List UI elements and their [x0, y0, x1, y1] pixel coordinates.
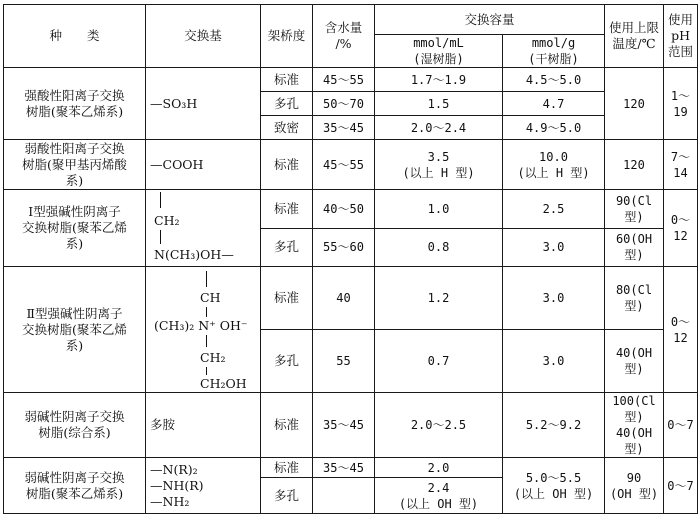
wet-capacity-cell: 2.0 [375, 458, 503, 478]
wet-capacity-cell: 0.8 [375, 228, 503, 267]
temp-cell: 40(OH 型) [605, 330, 664, 393]
header-temp [605, 5, 664, 68]
type-line: 强酸性阳离子交换 [24, 87, 125, 103]
group-line: —NH₂ [150, 493, 190, 509]
header-temp-line2: 温度/℃ [612, 36, 656, 51]
dry-capacity-cell: 3.0 [503, 267, 605, 330]
water-cell: 35～45 [313, 458, 375, 478]
table-row [4, 267, 698, 330]
structural-formula [154, 271, 261, 389]
wet-value: 2.4 [427, 480, 450, 495]
crosslink-cell: 多孔 [261, 330, 313, 393]
formula-ch2: CH₂ [200, 349, 226, 365]
group-line: —NH(R) [150, 477, 204, 493]
header-crosslink: 架桥度 [261, 5, 313, 68]
temp-line: (OH 型) [609, 486, 659, 501]
table-row [4, 458, 698, 478]
water-cell: 35～45 [313, 393, 375, 458]
wet-note: (以上 H 型) [402, 165, 475, 180]
temp-cell: 80(Cl 型) [605, 267, 664, 330]
type-line: 树脂(综合系) [38, 425, 111, 440]
water-cell: 35～45 [313, 116, 375, 140]
type-cell [4, 458, 146, 514]
type-line: 系) [65, 236, 84, 251]
header-cap-wet-note: (湿树脂) [413, 52, 464, 66]
formula-ch: CH [200, 289, 221, 305]
header-cap-dry-note: (干树脂) [528, 52, 579, 66]
type-cell [4, 190, 146, 267]
temp-cell: 90(Cl 型) [605, 190, 664, 229]
ph-cell: 0～7 [664, 458, 698, 514]
temp-cell: 120 [605, 68, 664, 140]
dry-value: 5.0～5.5 [525, 470, 582, 485]
crosslink-cell: 致密 [261, 116, 313, 140]
group-cell [146, 458, 261, 514]
wet-capacity-cell [375, 140, 503, 190]
type-line: 树脂(聚苯乙烯系) [25, 485, 124, 501]
ion-exchange-resin-table [3, 4, 698, 514]
header-ph-line2: 范围 [668, 44, 694, 59]
ph-cell: 0～12 [664, 190, 698, 267]
water-cell: 40 [313, 267, 375, 330]
type-line: 交换树脂(聚苯乙烯 [22, 220, 127, 235]
type-line: 系) [65, 172, 84, 188]
dry-capacity-cell: 4.5～5.0 [503, 68, 605, 92]
group-cell: 多胺 [146, 393, 261, 458]
table-row [4, 68, 698, 92]
dry-capacity-cell: 4.7 [503, 92, 605, 116]
group-cell [146, 190, 261, 267]
table-row [4, 190, 698, 229]
type-line: 系) [65, 337, 84, 353]
ph-cell: 1～19 [664, 68, 698, 140]
temp-line: 40(OH 型) [615, 426, 653, 456]
bond-line [206, 335, 207, 347]
temp-cell: 60(OH 型) [605, 228, 664, 267]
temp-cell [605, 458, 664, 514]
type-line: 弱酸性阳离子交换 [24, 140, 125, 156]
group-cell: —COOH [146, 140, 261, 190]
bond-line [160, 230, 161, 244]
wet-capacity-cell: 1.7～1.9 [375, 68, 503, 92]
water-cell [313, 478, 375, 514]
type-cell [4, 68, 146, 140]
ph-cell: 7～14 [664, 140, 698, 190]
type-line: 弱碱性阴离子交换 [24, 469, 125, 485]
header-cap-wet [375, 35, 503, 68]
crosslink-cell: 多孔 [261, 478, 313, 514]
header-row-1 [4, 5, 698, 35]
temp-cell: 120 [605, 140, 664, 190]
water-cell: 40～50 [313, 190, 375, 229]
header-group: 交换基 [146, 5, 261, 68]
water-cell: 55 [313, 330, 375, 393]
formula-n: N(CH₃)OH— [154, 247, 234, 262]
crosslink-cell: 标准 [261, 190, 313, 229]
dry-capacity-cell: 2.5 [503, 190, 605, 229]
dry-capacity-cell: 5.2～9.2 [503, 393, 605, 458]
group-cell [146, 267, 261, 393]
structural-formula [154, 190, 261, 266]
type-cell [4, 140, 146, 190]
dry-capacity-cell: 4.9～5.0 [503, 116, 605, 140]
header-water-line1: 含水量 [324, 20, 363, 35]
dry-value: 10.0 [539, 149, 568, 164]
table-row [4, 393, 698, 458]
dry-capacity-cell [503, 140, 605, 190]
wet-capacity-cell [375, 478, 503, 514]
formula-n: (CH₃)₂ N⁺ OH⁻ [154, 317, 248, 333]
crosslink-cell: 标准 [261, 393, 313, 458]
crosslink-cell: 多孔 [261, 228, 313, 267]
temp-cell [605, 393, 664, 458]
bond-line [206, 367, 207, 375]
dry-note: (以上 OH 型) [513, 486, 594, 501]
header-water-line2: /% [335, 36, 352, 51]
temp-line: 100(Cl 型) [612, 394, 656, 424]
type-line: 弱碱性阴离子交换 [24, 409, 125, 424]
header-water [313, 5, 375, 68]
bond-line [206, 271, 207, 287]
crosslink-cell: 标准 [261, 140, 313, 190]
header-cap-dry [503, 35, 605, 68]
crosslink-cell: 标准 [261, 267, 313, 330]
water-cell: 55～60 [313, 228, 375, 267]
wet-value: 3.5 [427, 149, 450, 164]
dry-capacity-cell [503, 458, 605, 514]
type-line: 树脂(聚甲基丙烯酸 [22, 156, 127, 172]
type-line: 交换树脂(聚苯乙烯 [22, 321, 127, 337]
header-cap-wet-unit: mmol/mL [413, 36, 464, 50]
wet-capacity-cell: 1.0 [375, 190, 503, 229]
header-ph-line1: 使用 pH [668, 12, 694, 43]
group-line: —N(R)₂ [150, 461, 198, 477]
formula-ch2: CH₂ [154, 213, 180, 228]
crosslink-cell: 标准 [261, 68, 313, 92]
crosslink-cell: 标准 [261, 458, 313, 478]
type-cell [4, 267, 146, 393]
dry-capacity-cell: 3.0 [503, 228, 605, 267]
water-cell: 50～70 [313, 92, 375, 116]
type-line: 树脂(聚苯乙烯系) [25, 103, 124, 119]
wet-capacity-cell: 1.2 [375, 267, 503, 330]
wet-capacity-cell: 2.0～2.4 [375, 116, 503, 140]
ph-cell: 0～12 [664, 267, 698, 393]
bond-line [206, 307, 207, 317]
water-cell: 45～55 [313, 140, 375, 190]
water-cell: 45～55 [313, 68, 375, 92]
ph-cell: 0～7 [664, 393, 698, 458]
type-line: Ⅱ型强碱性阴离子 [26, 305, 123, 321]
wet-capacity-cell: 0.7 [375, 330, 503, 393]
wet-capacity-cell: 2.0～2.5 [375, 393, 503, 458]
group-cell: —SO₃H [146, 68, 261, 140]
crosslink-cell: 多孔 [261, 92, 313, 116]
header-ph [664, 5, 698, 68]
temp-line: 90 [626, 470, 642, 485]
wet-note: (以上 OH 型) [398, 496, 479, 511]
wet-capacity-cell: 1.5 [375, 92, 503, 116]
dry-capacity-cell: 3.0 [503, 330, 605, 393]
formula-ch2oh: CH₂OH [200, 375, 247, 391]
header-temp-line1: 使用上限 [609, 20, 660, 35]
type-line: Ⅰ型强碱性阴离子 [28, 204, 121, 219]
table-row [4, 140, 698, 190]
header-cap-dry-unit: mmol/g [531, 36, 576, 50]
type-cell [4, 393, 146, 458]
header-capacity: 交换容量 [375, 5, 605, 35]
dry-note: (以上 H 型) [517, 165, 590, 180]
bond-line [160, 192, 161, 208]
header-type: 种 类 [4, 5, 146, 68]
